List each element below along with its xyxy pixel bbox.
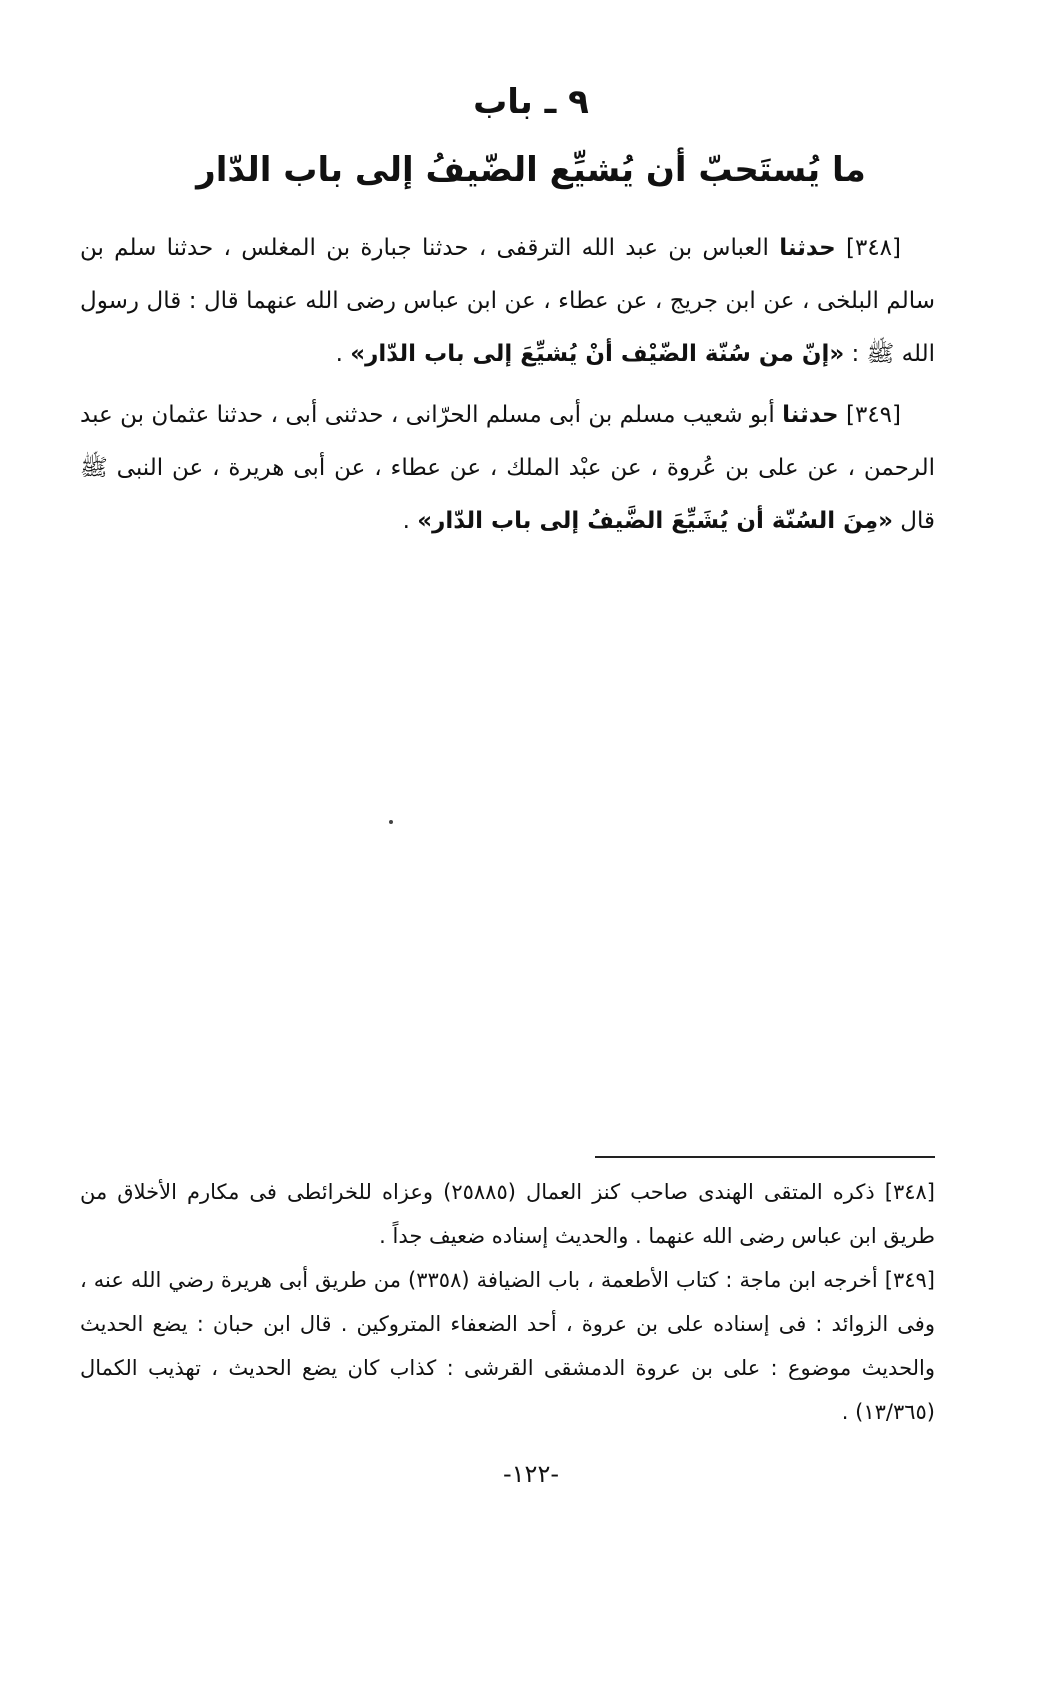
page-number: -١٢٢- [502, 1460, 559, 1488]
hadith-matn: «إنّ من سُنّة الضّيْف أنْ يُشيِّعَ إلى باب الدّار» [350, 341, 845, 367]
footnote-divider [595, 1156, 935, 1158]
footnote-text: ذكره المتقى الهندى صاحب كنز العمال (٢٥٨٨٥) وعزاه للخرائطى فى مكارم الأخلاق من طريق ابن عباس رضى الله عنهما . والحديث إسناده ضعيف جداً . [80, 1180, 935, 1248]
footnote-number: [٣٤٩] [884, 1268, 935, 1292]
footnote-348 [80, 1170, 935, 1258]
chapter-number: ٩ ـ باب [473, 82, 589, 122]
hadith-end: . [402, 508, 410, 534]
hadith-body [80, 222, 935, 556]
stray-dot [389, 820, 393, 824]
footnotes [80, 1170, 935, 1434]
hadith-opening: حدثنا [782, 402, 839, 428]
footnote-number: [٣٤٨] [884, 1180, 935, 1204]
footnote-text: أخرجه ابن ماجة : كتاب الأطعمة ، باب الضيافة (٣٣٥٨) من طريق أبى هريرة رضي الله عنه ، وفى الزوائد : فى إسناده على بن عروة ، أحد الضعفاء المتروكين . قال ابن حبان : يضع الحديث والحديث موضوع : على بن عروة الدمشقى القرشى : كذاب كان يضع الحديث ، تهذيب الكمال (١٣/٣٦٥) . [80, 1268, 935, 1424]
hadith-number: [٣٤٩] [845, 402, 902, 428]
hadith-end: . [335, 341, 343, 367]
hadith-isnad: العباس بن عبد الله الترقفى ، حدثنا جبارة بن المغلس ، حدثنا سلم بن سالم البلخى ، عن ابن جريج ، عن عطاء ، عن ابن عباس رضى الله عنهما قال : قال رسول الله ﷺ : [80, 235, 935, 367]
hadith-348 [80, 222, 935, 381]
hadith-349 [80, 389, 935, 548]
hadith-matn: «مِنَ السُنّة أن يُشَيِّعَ الضَّيفُ إلى باب الدّار» [417, 508, 893, 534]
hadith-number: [٣٤٨] [845, 235, 902, 261]
hadith-isnad: أبو شعيب مسلم بن أبى مسلم الحرّانى ، حدثنى أبى ، حدثنا عثمان بن عبد الرحمن ، عن على بن عُروة ، عن عبْد الملك ، عن عطاء ، عن أبى هريرة ، عن النبى ﷺ قال [80, 402, 935, 534]
hadith-opening: حدثنا [779, 235, 836, 261]
footnote-349 [80, 1258, 935, 1434]
chapter-title: ما يُستَحبّ أن يُشيِّع الضّيفُ إلى باب الدّار [196, 150, 866, 190]
